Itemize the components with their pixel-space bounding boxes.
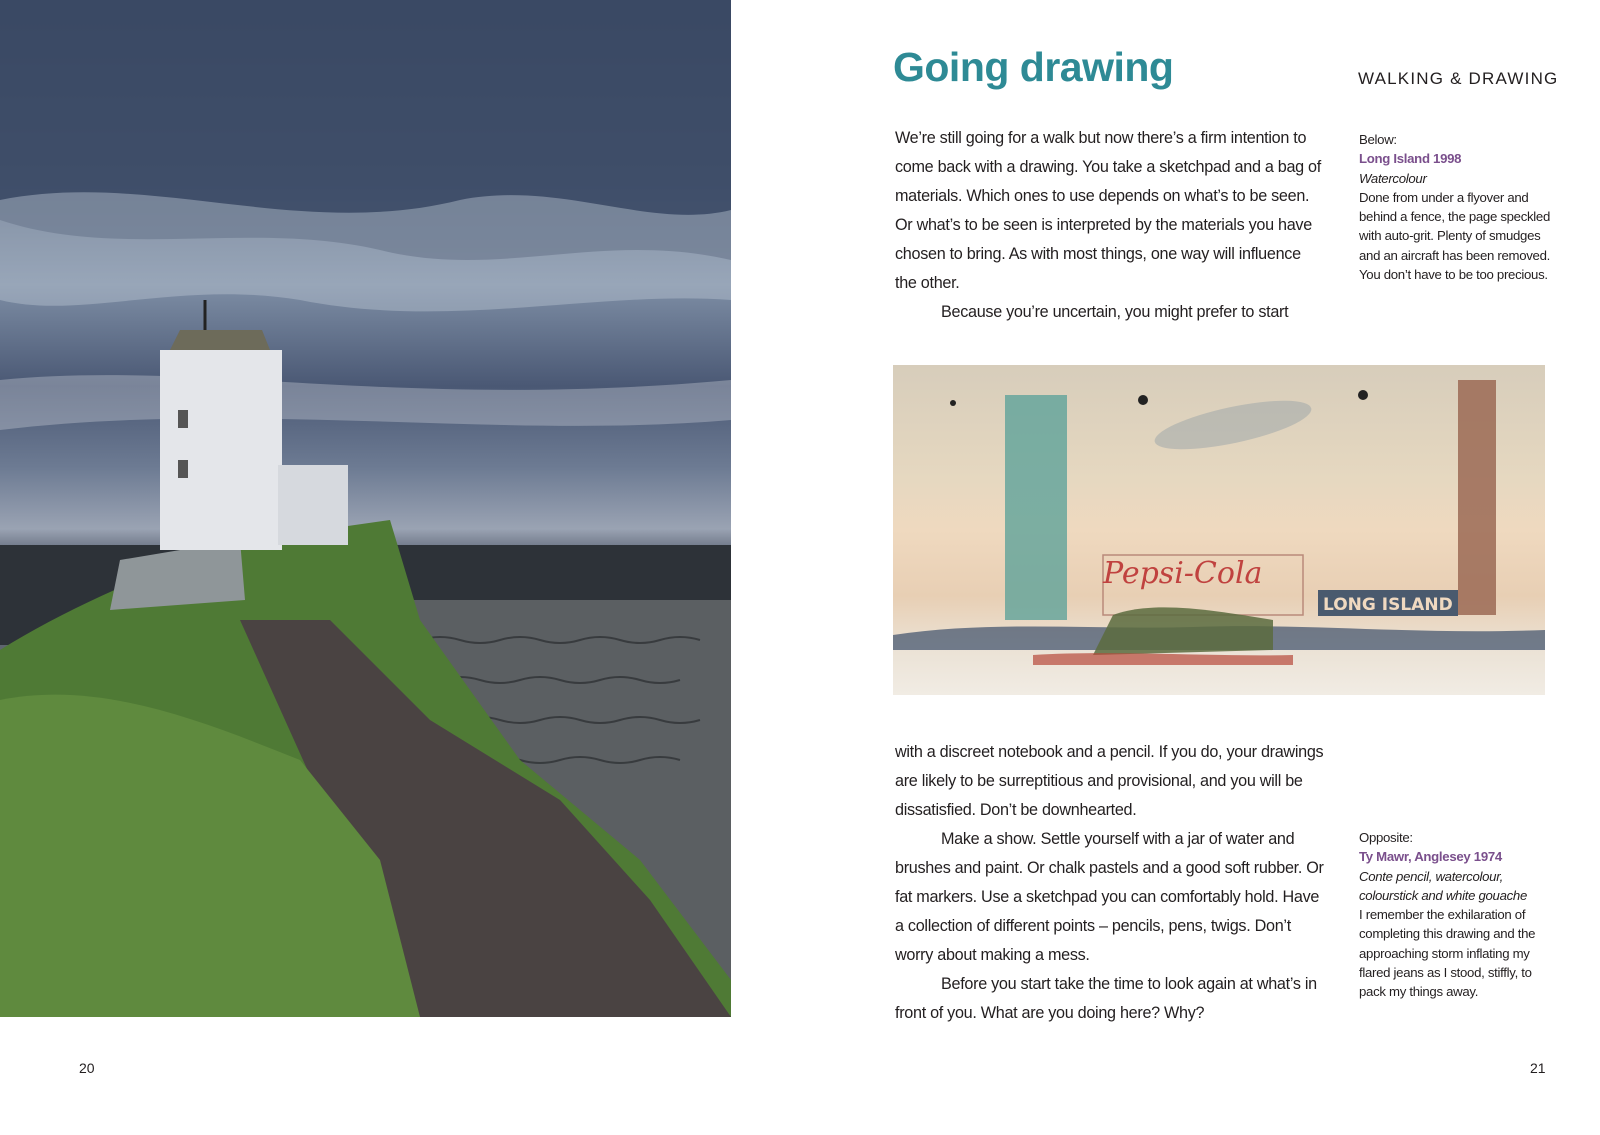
long-island-watercolour — [893, 365, 1545, 695]
long-island-sign: LONG ISLAND — [1323, 595, 1453, 615]
section-label: WALKING & DRAWING — [1358, 69, 1559, 88]
page-number-left: 20 — [79, 1060, 95, 1076]
caption-below — [1359, 130, 1559, 284]
paragraph: Make a show. Settle yourself with a jar of water and brushes and paint. Or chalk pastels and a good soft rubber. Or fat markers. Use a sketchpad you can comfortably hold. Have a collection of different points – pencils, pens, twigs. Don’t worry about making a mess. — [895, 830, 1324, 964]
paragraph: Before you start take the time to look again at what’s in front of you. What are you doing here? Why? — [895, 975, 1317, 1022]
caption-medium: Conte pencil, watercolour, colourstick and white gouache — [1359, 868, 1527, 903]
lighthouse-painting — [0, 0, 731, 1017]
caption-opposite — [1359, 828, 1559, 1002]
caption-title: Ty Mawr, Anglesey 1974 — [1359, 849, 1502, 865]
paragraph: Because you’re uncertain, you might prefer to start — [941, 303, 1289, 321]
paragraph: We’re still going for a walk but now there’s a firm intention to come back with a drawing. You take a sketchpad and a bag of materials. Which ones to use depends on what’s to be seen. Or what’s to be seen is interpreted by the materials you have chosen to bring. As with most things, one way will influence the other. — [895, 129, 1321, 292]
caption-text: I remember the exhilaration of completing this drawing and the approaching storm inflating my flared jeans as I stood, stiffly, to pack my things away. — [1359, 907, 1536, 1000]
body-text-bottom — [895, 738, 1325, 1028]
paragraph: with a discreet notebook and a pencil. If you do, your drawings are likely to be surreptitious and provisional, and you will be dissatisfied. Don’t be downhearted. — [895, 743, 1324, 819]
caption-lead: Opposite: — [1359, 830, 1413, 845]
caption-medium: Watercolour — [1359, 170, 1427, 186]
page-number-right: 21 — [1530, 1060, 1546, 1076]
caption-lead: Below: — [1359, 132, 1397, 147]
page-title: Going drawing — [893, 44, 1174, 90]
caption-title: Long Island 1998 — [1359, 151, 1462, 167]
body-text-top — [895, 124, 1325, 327]
caption-text: Done from under a flyover and behind a fence, the page speckled with auto-grit. Plenty of smudges and an aircraft has been removed. You don’t have to be too precious. — [1359, 189, 1550, 283]
pepsi-sign: Pepsi-Cola — [1103, 556, 1263, 591]
